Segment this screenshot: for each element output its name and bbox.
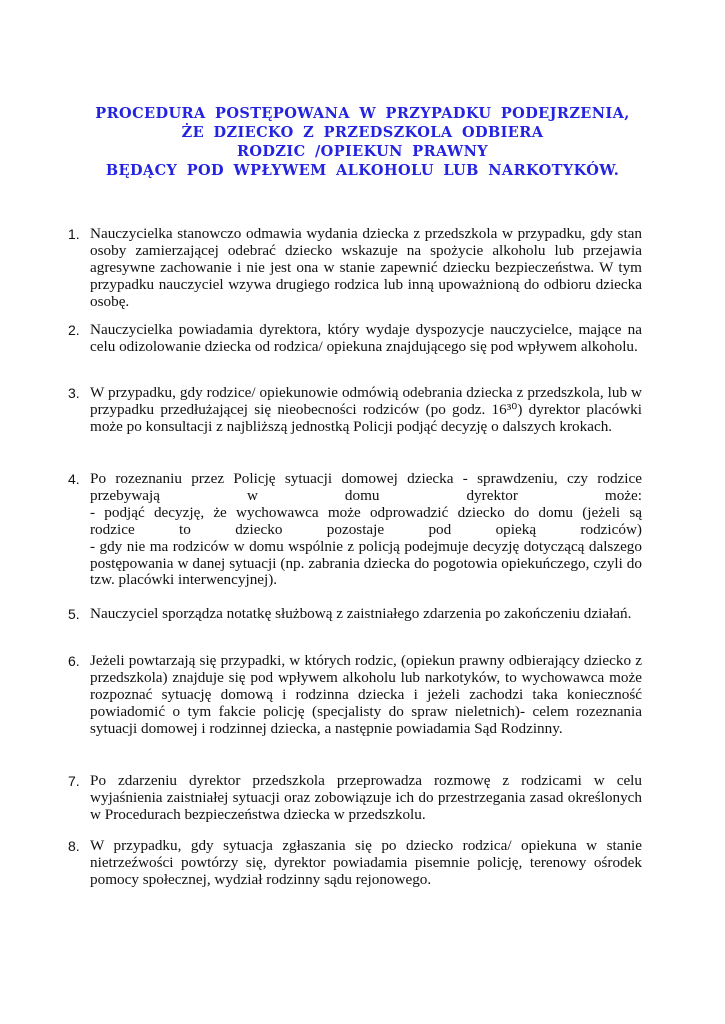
item-text-line: Po rozeznaniu przez Policję sytuacji domowej dziecka - sprawdzeniu, czy rodzice — [90, 470, 642, 487]
item-number: 7. — [68, 773, 80, 789]
item-text-line: - gdy nie ma rodziców w domu wspólnie z policją podejmuje decyzję dotyczącą dalszego postępowania w danej sytuacji (np. zabrania dziecka do pogotowia opiekuńczego, czyli do tzw. placówki interwencyjnej). — [90, 537, 642, 589]
procedure-item — [68, 384, 642, 436]
title-line: ŻE DZIECKO Z PRZEDSZKOLA ODBIERA — [181, 124, 544, 141]
title-line: PROCEDURA POSTĘPOWANA W PRZYPADKU PODEJRZENIA, — [95, 105, 630, 122]
item-text: W przypadku, gdy rodzice/ opiekunowie odmówią odebrania dziecka z przedszkola, lub w przypadku przedłużającej się nieobecności rodziców (po godz. 16³⁰) dyrektor placówki może po konsultacji z najbliższą jednostką Policji podjąć decyzję o dalszych krokach. — [90, 384, 642, 435]
item-text: Nauczycielka powiadamia dyrektora, który wydaje dyspozycje nauczycielce, mające na celu odizolowanie dziecka od rodzica/ opiekuna znajdującego się pod wpływem alkoholu. — [90, 321, 642, 355]
item-number: 3. — [68, 385, 80, 401]
item-number: 4. — [68, 471, 80, 487]
title-line: BĘDĄCY POD WPŁYWEM ALKOHOLU LUB NARKOTYKÓW. — [105, 162, 620, 179]
item-text: Jeżeli powtarzają się przypadki, w których rodzic, (opiekun prawny odbierający dziecko z przedszkola) znajduje się pod wpływem alkoholu lub narkotyków, to wychowawca może rozpoznać sytuację domową i rodzinna dziecka i jeżeli zachodzi taka konieczność powiadomić o tym fakcie policję (specjalisty do spraw nieletnich)- celem rozeznania sytuacji domowej i rodzinnej dziecka, a następnie powiadamia Sąd Rodzinny. — [90, 652, 642, 737]
title-line: RODZIC /OPIEKUN PRAWNY — [236, 143, 489, 160]
item-text: W przypadku, gdy sytuacja zgłaszania się po dziecko rodzica/ opiekuna w stanie nietrzeźwości powtórzy się, dyrektor powiadamia pisemnie policję, terenowy ośrodek pomocy społecznej, wydział rodzinny sądu rejonowego. — [90, 837, 642, 888]
item-text: Nauczycielka stanowczo odmawia wydania dziecka z przedszkola w przypadku, gdy stan osoby zamierzającej odebrać dziecko wskazuje na spożycie alkoholu lub przejawia agresywne zachowanie i nie jest ona w stanie zapewnić dziecku bezpieczeństwa. W tym przypadku nauczyciel wzywa drugiego rodzica lub inną upoważnioną do odbioru dziecka osobę. — [90, 225, 642, 310]
procedure-item — [68, 605, 642, 623]
procedure-item — [68, 772, 642, 824]
procedure-item — [68, 470, 642, 589]
item-text: Nauczyciel sporządza notatkę służbową z zaistniałego zdarzenia po zakończeniu działań. — [90, 605, 632, 622]
item-number: 2. — [68, 322, 80, 338]
procedure-item — [68, 321, 642, 356]
item-number: 5. — [68, 606, 80, 622]
item-text-line: rodzice to dziecko pozostaje pod opieką rodziców) — [90, 520, 642, 538]
item-number: 6. — [68, 653, 80, 669]
procedure-item — [68, 652, 642, 738]
item-text-line: przebywają w domu dyrektor może: — [90, 486, 642, 504]
item-text-line: - podjąć decyzję, że wychowawca może odprowadzić dziecko do domu (jeżeli są — [90, 503, 642, 521]
item-text: Po zdarzeniu dyrektor przedszkola przeprowadza rozmowę z rodzicami w celu wyjaśnienia zaistniałej sytuacji oraz zobowiązuje ich do przestrzegania zasad określonych w Procedurach bezpieczeństwa dziecka w przedszkolu. — [90, 772, 642, 823]
procedure-item — [68, 837, 642, 889]
procedure-item — [68, 225, 642, 311]
item-number: 1. — [68, 226, 80, 242]
item-number: 8. — [68, 838, 80, 854]
